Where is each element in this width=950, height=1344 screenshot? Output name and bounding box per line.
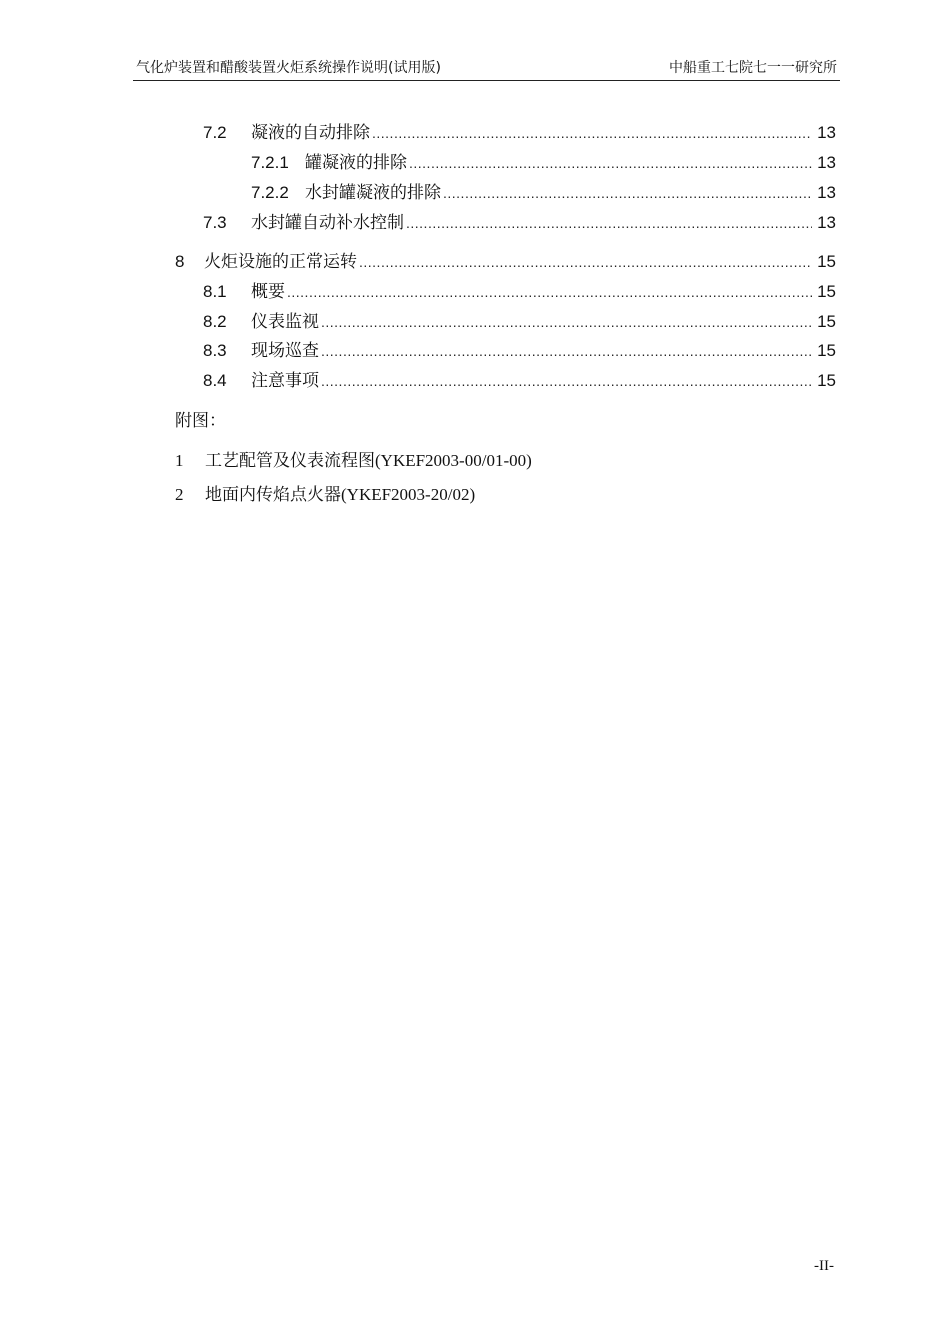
toc-entry[interactable] (203, 211, 836, 235)
toc-entry[interactable] (175, 250, 836, 274)
toc-leader (372, 121, 812, 145)
toc-number: 8.3 (203, 341, 227, 360)
toc-title: 注意事项 (251, 371, 319, 391)
toc-number: 8.1 (203, 282, 227, 301)
toc-leader (406, 211, 812, 235)
toc-title: 水封罐自动补水控制 (251, 213, 404, 233)
appendix-item-number: 2 (175, 485, 184, 504)
toc-number: 7.2.2 (251, 183, 289, 202)
toc-title: 水封罐凝液的排除 (305, 183, 441, 203)
toc-title: 概要 (251, 282, 285, 302)
toc-page: 13 (817, 123, 836, 142)
header-organization: 中船重工七院七一一研究所 (669, 60, 837, 76)
toc-number: 7.2 (203, 123, 227, 142)
toc-entry[interactable] (203, 339, 836, 363)
toc-leader (443, 181, 812, 205)
toc-page: 15 (817, 282, 836, 301)
toc-number: 8 (175, 252, 185, 271)
toc-title: 罐凝液的排除 (305, 153, 407, 173)
toc-leader (321, 369, 812, 393)
toc-page: 15 (817, 341, 836, 360)
toc-title: 凝液的自动排除 (251, 123, 370, 143)
page-number: -II- (814, 1258, 834, 1274)
appendix-item (175, 449, 532, 473)
toc-entry[interactable] (203, 121, 836, 145)
appendix-item (175, 483, 475, 507)
toc-leader (321, 339, 812, 363)
toc-number: 8.2 (203, 312, 227, 331)
toc-leader (409, 151, 812, 175)
toc-entry[interactable] (203, 369, 836, 393)
appendix-heading: 附图： (175, 411, 226, 430)
toc-leader (359, 250, 812, 274)
header-document-title: 气化炉装置和醋酸装置火炬系统操作说明(试用版) (136, 60, 441, 76)
appendix-item-text: 地面内传焰点火器(YKEF2003-20/02) (205, 485, 476, 504)
toc-leader (321, 310, 812, 334)
toc-number: 7.3 (203, 213, 227, 232)
toc-title: 火炬设施的正常运转 (204, 252, 357, 272)
appendix-item-number: 1 (175, 451, 184, 470)
toc-entry[interactable] (251, 181, 836, 205)
toc-page: 15 (817, 371, 836, 390)
toc-entry[interactable] (203, 310, 836, 334)
toc-number: 8.4 (203, 371, 227, 390)
toc-page: 13 (817, 213, 836, 232)
toc-entry[interactable] (251, 151, 836, 175)
toc-page: 15 (817, 252, 836, 271)
toc-page: 13 (817, 183, 836, 202)
toc-leader (287, 280, 812, 304)
appendix-item-text: 工艺配管及仪表流程图(YKEF2003-00/01-00) (205, 451, 532, 470)
toc-page: 15 (817, 312, 836, 331)
page-header (133, 58, 840, 81)
toc-page: 13 (817, 153, 836, 172)
toc-title: 现场巡查 (251, 341, 319, 361)
toc-title: 仪表监视 (251, 312, 319, 332)
toc-number: 7.2.1 (251, 153, 289, 172)
toc-entry[interactable] (203, 280, 836, 304)
